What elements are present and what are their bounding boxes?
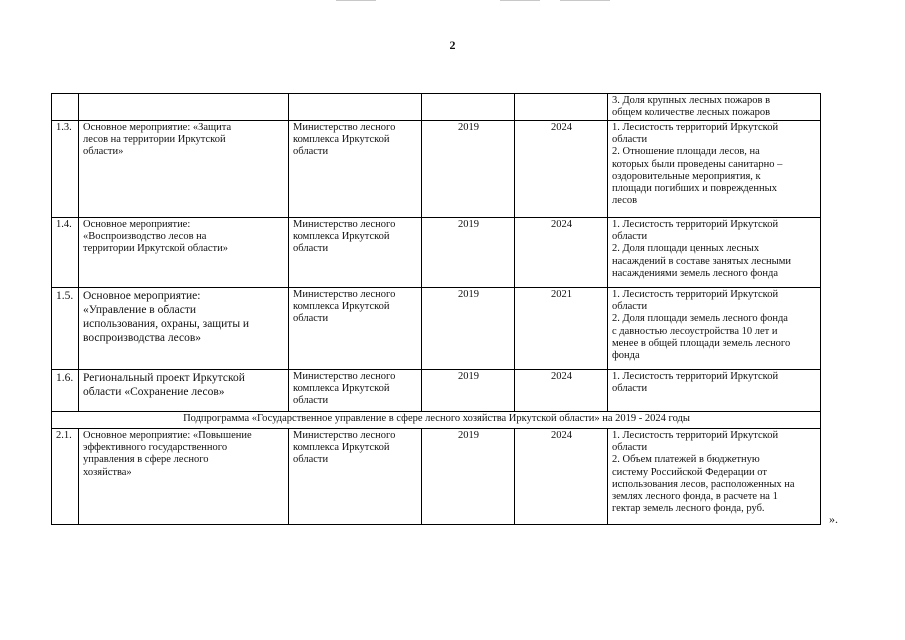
start-year: 2019 bbox=[422, 370, 515, 412]
row-number: 1.3. bbox=[52, 121, 79, 218]
indicators: 1. Лесистость территорий Иркутской области 2. Объем платежей в бюджетную систему Российской Федерации от использования лесов, расположенных на землях лесного фонда, в расчете на 1 гектар земель лесного фонда, руб. bbox=[608, 429, 821, 525]
executor: Министерство лесного комплекса Иркутской области bbox=[289, 429, 422, 525]
table-row bbox=[52, 429, 821, 525]
end-year: 2024 bbox=[515, 370, 608, 412]
activity-name: Основное мероприятие: «Защита лесов на территории Иркутской области» bbox=[79, 121, 289, 218]
row-number: 1.5. bbox=[52, 288, 79, 370]
executor: Министерство лесного комплекса Иркутской области bbox=[289, 218, 422, 288]
indicators: 3. Доля крупных лесных пожаров в общем количестве лесных пожаров bbox=[608, 94, 821, 121]
scan-artifact bbox=[500, 0, 540, 1]
end-year bbox=[515, 94, 608, 121]
executor: Министерство лесного комплекса Иркутской области bbox=[289, 370, 422, 412]
indicators: 1. Лесистость территорий Иркутской области 2. Доля площади ценных лесных насаждений в составе занятых лесными насаждениями земель лесного фонда bbox=[608, 218, 821, 288]
end-year: 2021 bbox=[515, 288, 608, 370]
row-number: 1.4. bbox=[52, 218, 79, 288]
row-number: 1.6. bbox=[52, 370, 79, 412]
executor: Министерство лесного комплекса Иркутской области bbox=[289, 288, 422, 370]
start-year: 2019 bbox=[422, 218, 515, 288]
activity-name: Региональный проект Иркутской области «Сохранение лесов» bbox=[79, 370, 289, 412]
activity-name: Основное мероприятие: «Воспроизводство лесов на территории Иркутской области» bbox=[79, 218, 289, 288]
executor bbox=[289, 94, 422, 121]
activity-name bbox=[79, 94, 289, 121]
table-row bbox=[52, 218, 821, 288]
indicators: 1. Лесистость территорий Иркутской области 2. Отношение площади лесов, на которых были проведены санитарно – оздоровительные мероприятия, к площади погибших и поврежденных лесов bbox=[608, 121, 821, 218]
closing-quote-mark: ». bbox=[829, 512, 838, 526]
program-table bbox=[51, 93, 821, 525]
end-year: 2024 bbox=[515, 218, 608, 288]
subprogram-title: Подпрограмма «Государственное управление в сфере лесного хозяйства Иркутской области» на 2019 - 2024 годы bbox=[52, 412, 821, 429]
end-year: 2024 bbox=[515, 121, 608, 218]
end-year: 2024 bbox=[515, 429, 608, 525]
executor: Министерство лесного комплекса Иркутской области bbox=[289, 121, 422, 218]
scan-artifact bbox=[336, 0, 376, 1]
table-row bbox=[52, 370, 821, 412]
indicators: 1. Лесистость территорий Иркутской области bbox=[608, 370, 821, 412]
table-row bbox=[52, 288, 821, 370]
activity-name: Основное мероприятие: «Управление в области использования, охраны, защиты и воспроизводства лесов» bbox=[79, 288, 289, 370]
start-year: 2019 bbox=[422, 288, 515, 370]
table-row bbox=[52, 121, 821, 218]
indicators: 1. Лесистость территорий Иркутской области 2. Доля площади земель лесного фонда с давностью лесоустройства 10 лет и менее в общей площади земель лесного фонда bbox=[608, 288, 821, 370]
activity-name: Основное мероприятие: «Повышение эффективного государственного управления в сфере лесного хозяйства» bbox=[79, 429, 289, 525]
row-number bbox=[52, 94, 79, 121]
page-number: 2 bbox=[449, 38, 456, 52]
start-year: 2019 bbox=[422, 429, 515, 525]
table-row bbox=[52, 94, 821, 121]
row-number: 2.1. bbox=[52, 429, 79, 525]
subprogram-row bbox=[52, 412, 821, 429]
start-year bbox=[422, 94, 515, 121]
start-year: 2019 bbox=[422, 121, 515, 218]
scan-artifact bbox=[560, 0, 610, 1]
